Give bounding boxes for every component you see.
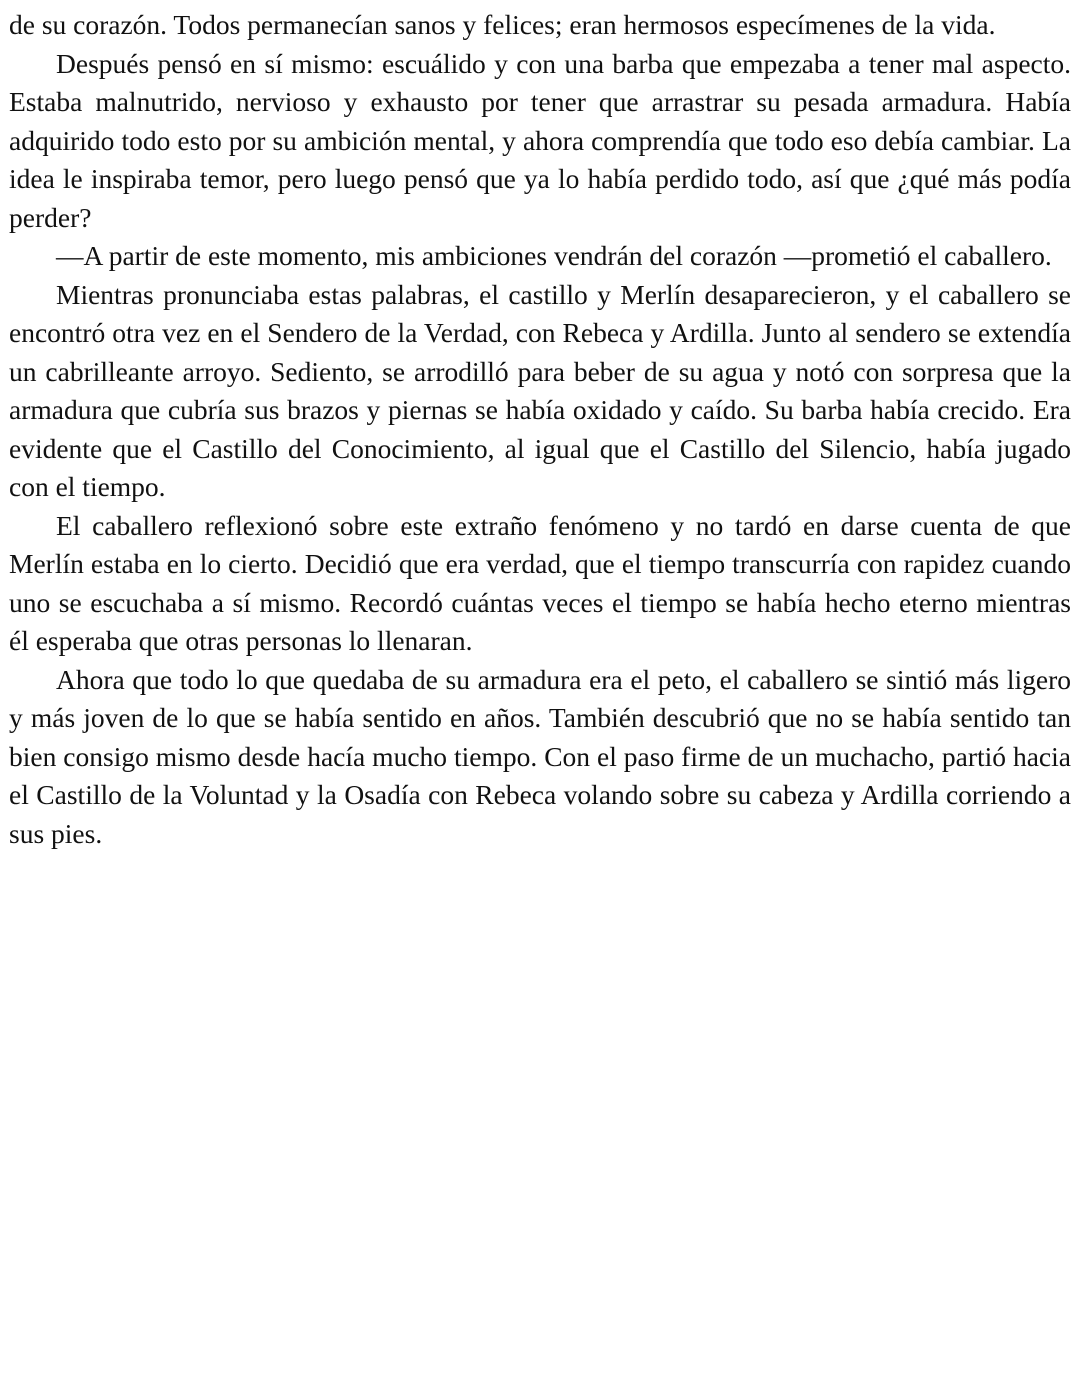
paragraph: Después pensó en sí mismo: escuálido y con una barba que empezaba a tener mal aspecto. Estaba malnutrido, nervioso y exhausto por tener que arrastrar su pesada armadura. Había adquirido todo esto por su ambición mental, y ahora comprendía que todo eso debía cambiar. La idea le inspiraba temor, pero luego pensó que ya lo había perdido todo, así que ¿qué más podía perder? (9, 47, 1071, 233)
paragraph-dialogue: —A partir de este momento, mis ambiciones vendrán del corazón —prometió el caballero. (56, 240, 1052, 271)
paragraph: Ahora que todo lo que quedaba de su armadura era el peto, el caballero se sintió más ligero y más joven de lo que se había sentido en años. También descubrió que no se había sentido tan bien consigo mismo desde hacía mucho tiempo. Con el paso firme de un muchacho, partió hacia el Castillo de la Voluntad y la Osadía con Rebeca volando sobre su cabeza y Ardilla corriendo a sus pies. (9, 663, 1071, 849)
paragraph: El caballero reflexionó sobre este extraño fenómeno y no tardó en darse cuenta de que Merlín estaba en lo cierto. Decidió que era verdad, que el tiempo transcurría con rapidez cuando uno se escuchaba a sí mismo. Recordó cuántas veces el tiempo se había hecho eterno mientras él esperaba que otras personas lo llenaran. (9, 509, 1071, 656)
paragraph-continuation: de su corazón. Todos permanecían sanos y felices; eran hermosos especímenes de la vida. (9, 9, 996, 40)
book-page-text (9, 6, 1071, 853)
paragraph: Mientras pronunciaba estas palabras, el castillo y Merlín desaparecieron, y el caballero se encontró otra vez en el Sendero de la Verdad, con Rebeca y Ardilla. Junto al sendero se extendía un cabrilleante arroyo. Sediento, se arrodilló para beber de su agua y notó con sorpresa que la armadura que cubría sus brazos y piernas se había oxidado y caído. Su barba había crecido. Era evidente que el Castillo del Conocimiento, al igual que el Castillo del Silencio, había jugado con el tiempo. (9, 278, 1071, 502)
